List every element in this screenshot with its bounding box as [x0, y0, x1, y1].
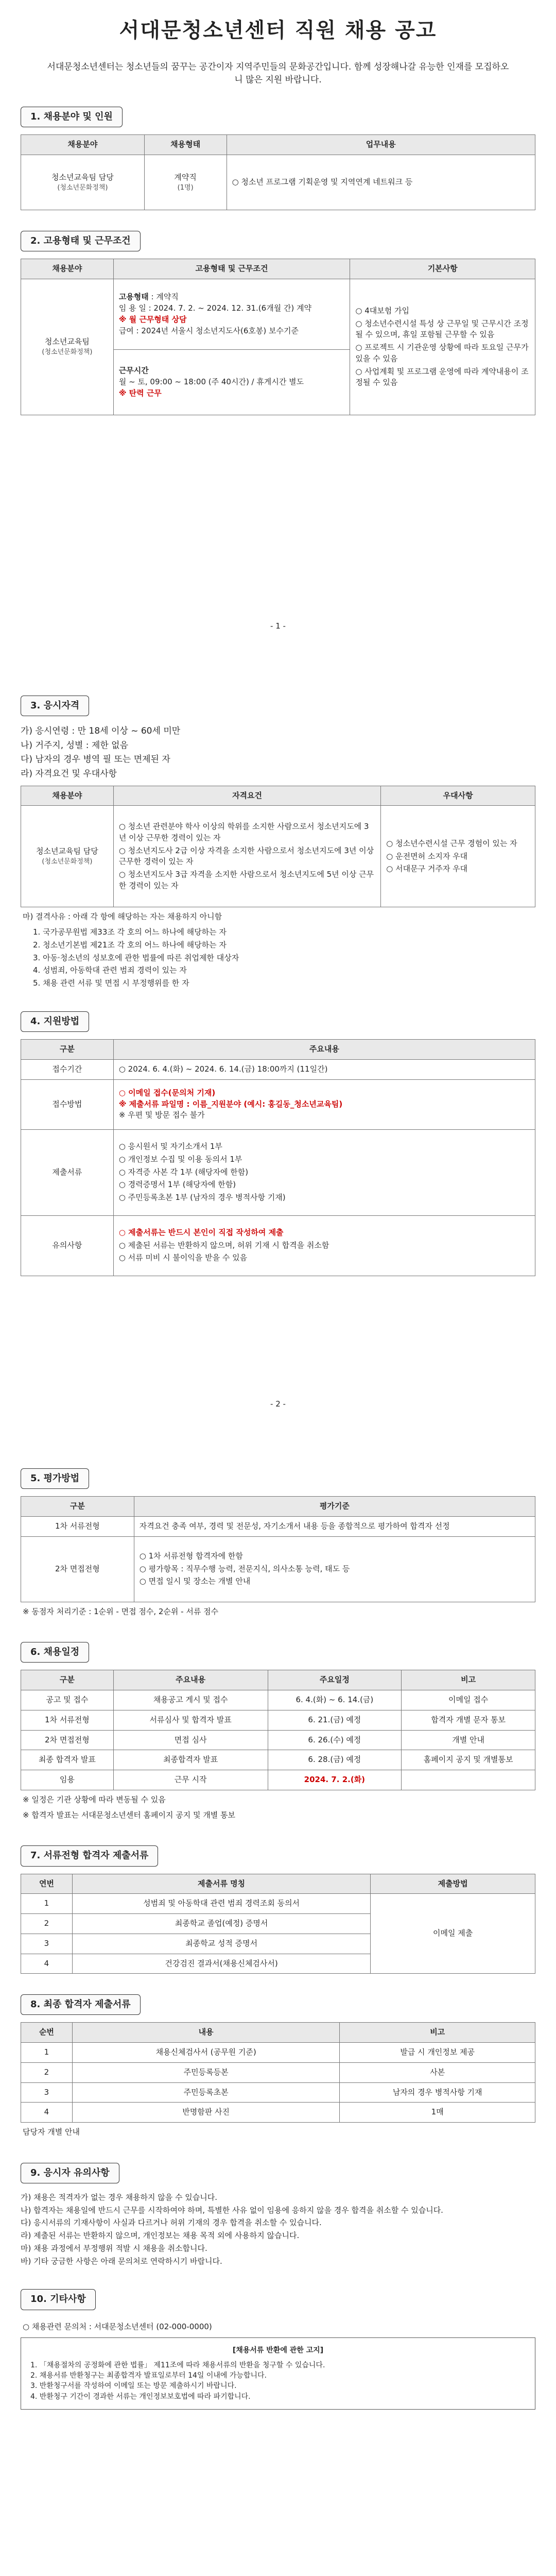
page-number: - 2 - — [270, 1399, 286, 1409]
application-table — [21, 1039, 535, 1276]
table-header: 채용분야 — [21, 786, 114, 806]
submit-method: 이메일 제출 — [371, 1894, 535, 1974]
employment-terms-table — [21, 259, 535, 415]
section-4-title: 4. 지원방법 — [21, 1011, 89, 1032]
table-row: 임용 근무 시작 2024. 7. 2.(화) — [21, 1770, 535, 1790]
section-5-title: 5. 평가방법 — [21, 1468, 89, 1489]
table-row: 최종 합격자 발표 최종합격자 발표 6. 28.(금) 예정 홈페이지 공지 및 개별통보 — [21, 1750, 535, 1770]
table-cell: 청소년교육팀 담당 (청소년문화정책) — [21, 806, 114, 907]
table-cell: 제출서류 — [21, 1129, 114, 1215]
table-cell: 계약직 (1명) — [144, 155, 227, 210]
section-2-title: 2. 고용형태 및 근무조건 — [21, 231, 141, 251]
table-header: 순번 — [21, 2023, 73, 2043]
table-header: 자격요건 — [113, 786, 380, 806]
table-cell: 접수기간 — [21, 1059, 114, 1079]
table-cell: ○ 4대보험 가입 ○ 청소년수련시설 특성 상 근무일 및 근무시간 조정될 수 있으며, 휴일 포함될 근무할 수 있음 ○ 프로젝트 시 기관운영 상황에 따라 토요일 근무가 있을 수 있음 ○ 사업계획 및 프로그램 운영에 따라 계약내용이 조정될 수 있음 — [350, 279, 535, 415]
disqualification-list: 1. 국가공무원법 제33조 각 호의 어느 하나에 해당하는 자 2. 청소년기본법 제21조 각 호의 어느 하나에 해당하는 자 3. 아동·청소년의 성보호에 관한 법률에 따른 취업제한 대상자 4. 성범죄, 아동학대 관련 범죄 경력이 있는 자 5. 채용 관련 서류 및 면접 시 부정행위를 한 자 — [33, 927, 239, 988]
table-header: 채용분야 — [21, 259, 114, 279]
table-header: 구분 — [21, 1040, 114, 1060]
page-2 — [0, 690, 556, 1276]
table-row: 2 주민등록등본 사본 — [21, 2062, 535, 2082]
return-notice-title: [채용서류 반환에 관한 고지] — [232, 2346, 324, 2355]
table-row: 2 최종학교 졸업(예정) 증명서 — [21, 1914, 535, 1934]
table-cell: ○ 1차 서류전형 합격자에 한함 ○ 평가항목 : 직무수행 능력, 전문지식, 의사소통 능력, 태도 등 ○ 면접 일시 및 장소는 개별 안내 — [134, 1536, 535, 1602]
table-cell: ○ 2024. 6. 4.(화) ~ 2024. 6. 14.(금) 18:00까지 (11일간) — [113, 1059, 535, 1079]
section-7-title: 7. 서류전형 합격자 제출서류 — [21, 1845, 158, 1866]
schedule-note: ※ 일정은 기관 상황에 따라 변동될 수 있음 — [23, 1794, 166, 1804]
table-row: 2차 면접전형 면접 심사 6. 26.(수) 예정 개별 안내 — [21, 1730, 535, 1750]
table-header: 고용형태 및 근무조건 — [113, 259, 350, 279]
table-row: 1 성범죄 및 아동학대 관련 범죄 경력조회 동의서 이메일 제출 — [21, 1894, 535, 1914]
page-title: 서대문청소년센터 직원 채용 공고 — [119, 19, 437, 42]
table-header: 제출방법 — [371, 1874, 535, 1894]
table-header: 연번 — [21, 1874, 73, 1894]
table-header: 평가기준 — [134, 1497, 535, 1517]
final-doc-table — [21, 2022, 535, 2123]
table-cell: ○ 제출서류는 반드시 본인이 직접 작성하여 제출 ○ 제출된 서류는 반환하지 않으며, 허위 기재 시 합격을 취소함 ○ 서류 미비 시 불이익을 받을 수 있음 — [113, 1215, 535, 1276]
section-9-title: 9. 응시자 유의사항 — [21, 2163, 119, 2183]
disqualification-title: 마) 결격사유 : 아래 각 항에 해당하는 자는 채용하지 아니함 — [23, 912, 222, 922]
table-cell: 청소년교육팀 담당 (청소년문화정책) — [21, 155, 145, 210]
table-cell: ○ 응시원서 및 자기소개서 1부 ○ 개인정보 수집 및 이용 동의서 1부 ○ 자격증 사본 각 1부 (해당자에 한함) ○ 경력증명서 1부 (해당자에 한함) ○ 주민등록초본 1부 (남자의 경우 병적사항 기재) — [113, 1129, 535, 1215]
contact-info: ○ 채용관련 문의처 : 서대문청소년센터 (02-000-0000) — [23, 2321, 212, 2331]
evaluation-table — [21, 1496, 535, 1602]
intro-text: 서대문청소년센터는 청소년들의 꿈꾸는 공간이자 지역주민들의 문화공간입니다. 함께 성장해나갈 유능한 인재를 모집하오니 많은 지원 바랍니다. — [47, 62, 509, 85]
qualification-table — [21, 786, 535, 908]
table-cell: ○ 청소년 프로그램 기획운영 및 지역연계 네트워크 등 — [227, 155, 535, 210]
table-header: 주요일정 — [268, 1670, 402, 1690]
page-3 — [0, 1463, 556, 2410]
table-cell: 자격요건 충족 여부, 경력 및 전문성, 자기소개서 내용 등을 종합적으로 평가하여 합격자 선정 — [134, 1516, 535, 1536]
table-cell: 청소년교육팀 (청소년문화정책) — [21, 279, 114, 415]
schedule-note: ※ 합격자 발표는 서대문청소년센터 홈페이지 공지 및 개별 통보 — [23, 1810, 235, 1820]
table-header: 채용형태 — [144, 135, 227, 155]
table-header: 제출서류 명칭 — [72, 1874, 370, 1894]
page-number: - 1 - — [270, 621, 286, 631]
page-1 — [0, 0, 556, 415]
table-cell: 고용형태 : 계약직 임 용 일 : 2024. 7. 2. ~ 2024. 12. 31.(6개월 간) 계약 ※ 월 근무형태 상담 급여 : 2024년 서울시 청소년지도사(6호봉) 보수기준 — [113, 279, 350, 349]
recruit-field-table — [21, 134, 535, 210]
return-notice-box: [채용서류 반환에 관한 고지] 1. 「채용절차의 공정화에 관한 법률」 제11조에 따라 채용서류의 반환을 청구할 수 있습니다. 2. 채용서류 반환청구는 최종합격자 발표일로부터 14일 이내에 가능합니다. 3. 반환청구서를 작성하여 이메일 또는 방문 제출하시기 바랍니다. 4. 반환청구 기간이 경과한 서류는 개인정보보호법에 따라 파기합니다. — [21, 2337, 535, 2409]
section-1-title: 1. 채용분야 및 인원 — [21, 107, 123, 127]
doc-submit-table — [21, 1874, 535, 1974]
table-header: 비고 — [402, 1670, 535, 1690]
table-row: 3 최종학교 성적 증명서 — [21, 1934, 535, 1954]
schedule-table — [21, 1670, 535, 1790]
tie-break-note: ※ 동점자 처리기준 : 1순위 - 면접 점수, 2순위 - 서류 점수 — [23, 1606, 219, 1616]
table-header: 주요내용 — [113, 1040, 535, 1060]
table-header: 업무내용 — [227, 135, 535, 155]
table-cell: 접수방법 — [21, 1079, 114, 1129]
table-header: 채용분야 — [21, 135, 145, 155]
table-header: 내용 — [72, 2023, 339, 2043]
qualification-list: 가) 응시연령 : 만 18세 이상 ~ 60세 미만 나) 거주지, 성별 : 제한 없음 다) 남자의 경우 병역 필 또는 면제된 자 라) 자격요건 및 우대사항 — [21, 726, 181, 779]
section-10-title: 10. 기타사항 — [21, 2289, 96, 2310]
table-row: 4 반명함판 사진 1매 — [21, 2103, 535, 2123]
table-cell: 2차 면접전형 — [21, 1536, 134, 1602]
table-cell: ○ 청소년 관련분야 학사 이상의 학위를 소지한 사람으로서 청소년지도에 3년 이상 근무한 경력이 있는 자 ○ 청소년지도사 2급 이상 자격을 소지한 사람으로서 청소년지도에 3년 이상 근무한 경력이 있는 자 ○ 청소년지도사 3급 자격을 소지한 사람으로서 청소년지도에 5년 이상 근무한 경력이 있는 자 — [113, 806, 380, 907]
table-row: 1차 서류전형 서류심사 및 합격자 발표 6. 21.(금) 예정 합격자 개별 문자 통보 — [21, 1710, 535, 1730]
table-row: 3 주민등록초본 남자의 경우 병적사항 기재 — [21, 2082, 535, 2103]
table-header: 기본사항 — [350, 259, 535, 279]
table-row: 4 건강검진 결과서(채용신체검사서) — [21, 1954, 535, 1974]
table-cell: ○ 이메일 접수(문의처 기재) ※ 제출서류 파일명 : 이름_지원분야 (예시: 홍길동_청소년교육팀) ※ 우편 및 방문 접수 불가 — [113, 1079, 535, 1129]
table-cell: 근무시간 월 ~ 토, 09:00 ~ 18:00 (주 40시간) / 휴게시간 별도 ※ 탄력 근무 — [113, 349, 350, 415]
table-header: 비고 — [340, 2023, 535, 2043]
table-row: 1 채용신체검사서 (공무원 기준) 발급 시 개인정보 제공 — [21, 2043, 535, 2063]
table-header: 구분 — [21, 1670, 114, 1690]
table-cell: 1차 서류전형 — [21, 1516, 134, 1536]
section-6-title: 6. 채용일정 — [21, 1642, 89, 1663]
section-8-title: 8. 최종 합격자 제출서류 — [21, 1994, 141, 2015]
table-header: 주요내용 — [113, 1670, 268, 1690]
final-doc-note: 담당자 개별 안내 — [23, 2127, 80, 2137]
section-3-title: 3. 응시자격 — [21, 696, 89, 716]
caution-list: 가) 채용은 적격자가 없는 경우 채용하지 않을 수 있습니다. 나) 합격자는 채용일에 반드시 근무를 시작하여야 하며, 특별한 사유 없이 임용에 응하지 않을 경우 합격을 취소할 수 있습니다. 다) 응시서류의 기재사항이 사실과 다르거나 허위 기재의 경우 합격을 취소할 수 있습니다. 라) 제출된 서류는 반환하지 않으며, 개인정보는 채용 목적 외에 사용하지 않습니다. 마) 채용 과정에서 부정행위 적발 시 채용을 취소합니다. 바) 기타 궁금한 사항은 아래 문의처로 연락하시기 바랍니다. — [21, 2192, 443, 2266]
table-cell: ○ 청소년수련시설 근무 경험이 있는 자 ○ 운전면허 소지자 우대 ○ 서대문구 거주자 우대 — [381, 806, 535, 907]
table-header: 구분 — [21, 1497, 134, 1517]
table-cell: 유의사항 — [21, 1215, 114, 1276]
table-header: 우대사항 — [381, 786, 535, 806]
table-row: 공고 및 접수 채용공고 게시 및 접수 6. 4.(화) ~ 6. 14.(금) 이메일 접수 — [21, 1690, 535, 1710]
